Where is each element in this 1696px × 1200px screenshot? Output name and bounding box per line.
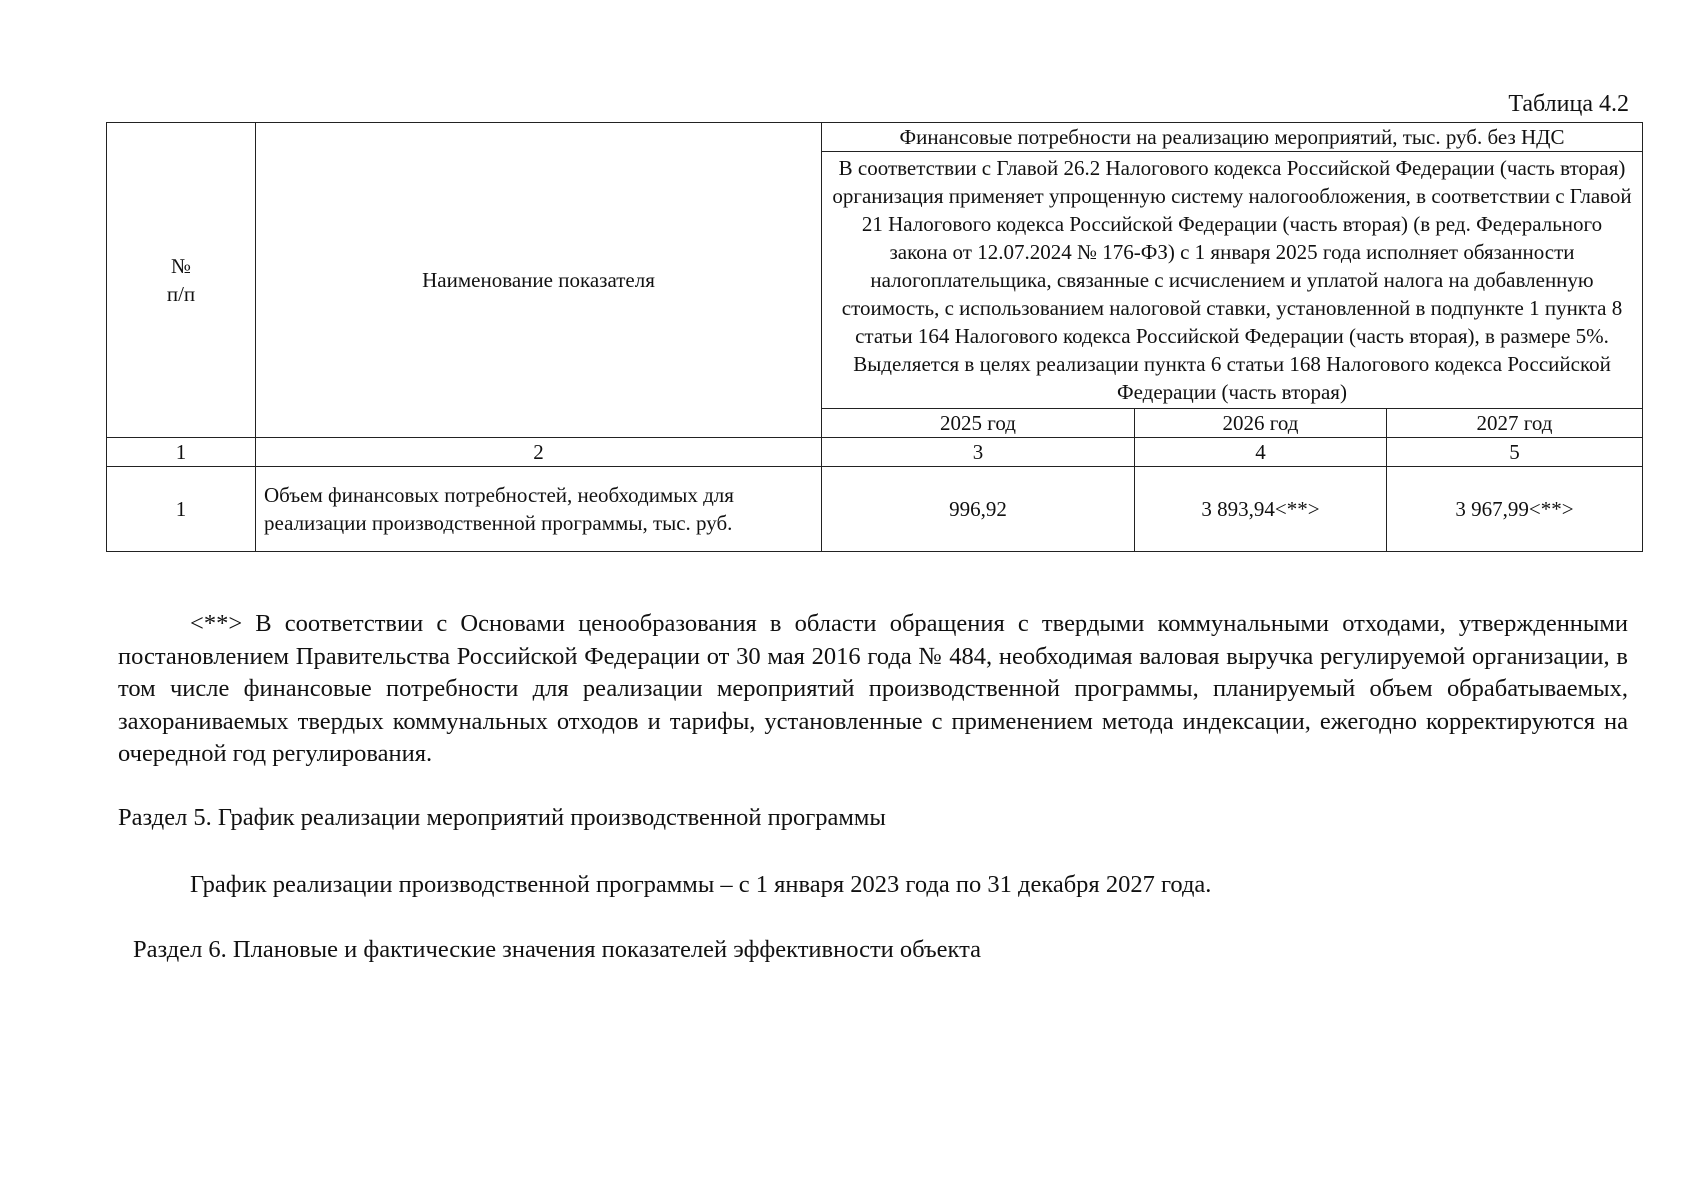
column-number: 2	[256, 438, 822, 467]
value-2027: 3 967,99<**>	[1387, 467, 1643, 552]
col-number-header: № п/п	[107, 123, 256, 438]
row-number: 1	[107, 467, 256, 552]
section-6-heading: Раздел 6. Плановые и фактические значения показателей эффективности объекта	[133, 936, 982, 963]
section-5-schedule-text: График реализации производственной программы – с 1 января 2023 года по 31 декабря 2027 года.	[190, 871, 1212, 898]
section-5-heading: Раздел 5. График реализации мероприятий производственной программы	[118, 804, 886, 831]
column-number: 4	[1135, 438, 1387, 467]
year-header-2025: 2025 год	[822, 409, 1135, 438]
financial-needs-table	[106, 122, 1643, 552]
footnote-paragraph: <**> В соответствии с Основами ценообразования в области обращения с твердыми коммунальными отходами, утвержденными постановлением Правительства Российской Федерации от 30 мая 2016 года № 484, необходимая валовая выручка регулируемой организации, в том числе финансовые потребности для реализации мероприятий производственной программы, планируемый объем обрабатываемых, захораниваемых твердых коммунальных отходов и тарифы, установленные с применением метода индексации, ежегодно корректируются на очередной год регулирования.	[118, 610, 1628, 767]
year-header-2027: 2027 год	[1387, 409, 1643, 438]
financial-needs-group-header: Финансовые потребности на реализацию мероприятий, тыс. руб. без НДС	[822, 123, 1643, 152]
value-2026: 3 893,94<**>	[1135, 467, 1387, 552]
column-number: 3	[822, 438, 1135, 467]
column-number: 5	[1387, 438, 1643, 467]
column-number: 1	[107, 438, 256, 467]
table-caption: Таблица 4.2	[1508, 91, 1629, 117]
table-row	[107, 467, 1643, 552]
row-indicator-name: Объем финансовых потребностей, необходимых для реализации производственной программы, тыс. руб.	[256, 467, 822, 552]
column-numbers-row	[107, 438, 1643, 467]
header-row-1	[107, 123, 1643, 152]
value-2025: 996,92	[822, 467, 1135, 552]
col-name-header: Наименование показателя	[256, 123, 822, 438]
year-header-2026: 2026 год	[1135, 409, 1387, 438]
tax-note-header: В соответствии с Главой 26.2 Налогового кодекса Российской Федерации (часть вторая) организация применяет упрощенную систему налогообложения, в соответствии с Главой 21 Налогового кодекса Российской Федерации (часть вторая) (в ред. Федерального закона от 12.07.2024 № 176-ФЗ) с 1 января 2025 года исполняет обязанности налогоплательщика, связанные с исчислением и уплатой налога на добавленную стоимость, с использованием налоговой ставки, установленной в подпункте 1 пункта 8 статьи 164 Налогового кодекса Российской Федерации (часть вторая), в размере 5%. Выделяется в целях реализации пункта 6 статьи 168 Налогового кодекса Российской Федерации (часть вторая)	[822, 152, 1643, 409]
